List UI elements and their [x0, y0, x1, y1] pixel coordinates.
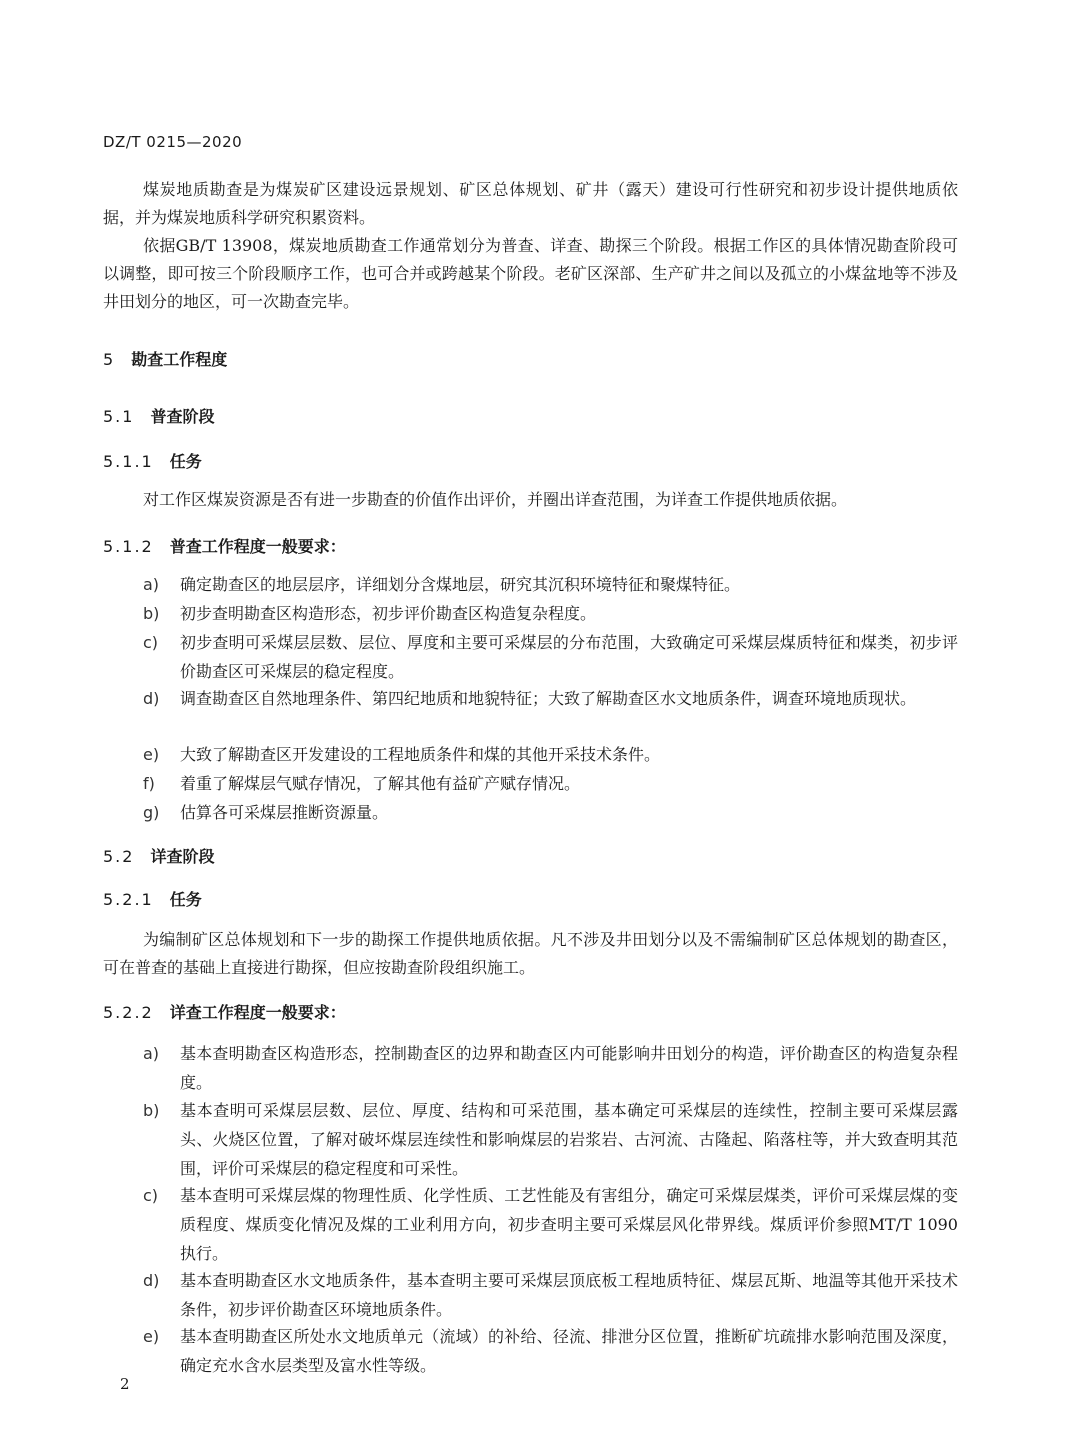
section-number: 5.1.1	[103, 452, 154, 471]
list-marker: d)	[143, 1271, 160, 1290]
list-text: 调查勘查区自然地理条件、第四纪地质和地貌特征；大致了解勘查区水文地质条件，调查环境地质现状。	[180, 689, 917, 708]
list-text: 基本查明勘查区构造形态，控制勘查区的边界和勘查区内可能影响井田划分的构造，评价勘查区的构造复杂程度。	[180, 1044, 958, 1092]
section-5-2-1-heading	[103, 887, 202, 910]
list-text: 基本查明可采煤层煤的物理性质、化学性质、工艺性能及有害组分，确定可采煤层煤类，评价可采煤层煤的变质程度、煤质变化情况及煤的工业利用方向，初步查明主要可采煤层风化带界线。煤质评价参照MT/T 1090 执行。	[180, 1186, 958, 1263]
list-item	[143, 798, 958, 827]
section-5-2-2-heading	[103, 1000, 346, 1023]
list-marker: c)	[143, 633, 159, 652]
section-number: 5.2	[103, 847, 135, 866]
section-5-1-1-heading	[103, 449, 202, 472]
list-text: 着重了解煤层气赋存情况，了解其他有益矿产赋存情况。	[180, 774, 581, 793]
section-5-heading	[103, 347, 227, 370]
list-item	[143, 599, 958, 628]
list-item	[143, 1096, 958, 1183]
list-text: 初步查明勘查区构造形态，初步评价勘查区构造复杂程度。	[180, 604, 597, 623]
section-title: 详查阶段	[150, 847, 215, 866]
section-title: 详查工作程度一般要求：	[169, 1003, 346, 1022]
list-text: 基本查明勘查区水文地质条件，基本查明主要可采煤层顶底板工程地质特征、煤层瓦斯、地温等其他开采技术条件，初步评价勘查区环境地质条件。	[180, 1271, 958, 1319]
page-number: 2	[120, 1375, 130, 1393]
list-item	[143, 769, 958, 798]
list-marker: d)	[143, 689, 160, 708]
intro-paragraph-2: 依据GB/T 13908，煤炭地质勘查工作通常划分为普查、详查、勘探三个阶段。根据工作区的具体情况勘查阶段可以调整，即可按三个阶段顺序工作，也可合并或跨越某个阶段。老矿区深部、生产矿井之间以及孤立的小煤盆地等不涉及井田划分的地区，可一次勘查完毕。	[103, 236, 958, 311]
list-text: 基本查明勘查区所处水文地质单元（流域）的补给、径流、排泄分区位置，推断矿坑疏排水影响范围及深度，确定充水含水层类型及富水性等级。	[180, 1327, 958, 1375]
section-number: 5.2.1	[103, 890, 154, 909]
list-marker: a)	[143, 1044, 160, 1063]
document-code: DZ/T 0215—2020	[103, 133, 243, 151]
list-marker: e)	[143, 1327, 160, 1346]
list-item	[143, 570, 958, 599]
list-text: 大致了解勘查区开发建设的工程地质条件和煤的其他开采技术条件。	[180, 745, 661, 764]
list-marker: c)	[143, 1186, 159, 1205]
list-item	[143, 628, 958, 686]
section-5-1-2-heading	[103, 534, 346, 557]
list-marker: e)	[143, 745, 160, 764]
list-marker: b)	[143, 604, 160, 623]
list-item	[143, 684, 958, 713]
intro-paragraph-1: 煤炭地质勘查是为煤炭矿区建设远景规划、矿区总体规划、矿井（露天）建设可行性研究和初步设计提供地质依据，并为煤炭地质科学研究积累资料。	[103, 180, 958, 227]
section-title: 任务	[169, 890, 202, 909]
section-title: 勘查工作程度	[131, 350, 228, 369]
list-item	[143, 1322, 958, 1380]
list-marker: b)	[143, 1101, 160, 1120]
list-marker: g)	[143, 803, 160, 822]
section-title: 任务	[169, 452, 202, 471]
section-5-1-1-text: 对工作区煤炭资源是否有进一步勘查的价值作出评价，并圈出详查范围，为详查工作提供地质依据。	[143, 490, 848, 509]
list-marker: f)	[143, 774, 155, 793]
list-text: 确定勘查区的地层层序，详细划分含煤地层，研究其沉积环境特征和聚煤特征。	[180, 575, 741, 594]
section-number: 5.1	[103, 407, 135, 426]
list-text: 估算各可采煤层推断资源量。	[180, 803, 389, 822]
list-marker: a)	[143, 575, 160, 594]
list-text: 基本查明可采煤层层数、层位、厚度、结构和可采范围，基本确定可采煤层的连续性，控制主要可采煤层露头、火烧区位置，了解对破坏煤层连续性和影响煤层的岩浆岩、古河流、古隆起、陷落柱等，并大致查明其范围，评价可采煤层的稳定程度和可采性。	[180, 1101, 958, 1178]
section-5-2-heading	[103, 844, 214, 867]
list-item	[143, 1181, 958, 1268]
list-item	[143, 1266, 958, 1324]
list-text: 初步查明可采煤层层数、层位、厚度和主要可采煤层的分布范围，大致确定可采煤层煤质特征和煤类，初步评价勘查区可采煤层的稳定程度。	[180, 633, 958, 681]
section-5-1-heading	[103, 404, 214, 427]
section-number: 5.1.2	[103, 537, 154, 556]
list-item	[143, 1039, 958, 1097]
list-item	[143, 740, 958, 769]
section-title: 普查阶段	[150, 407, 215, 426]
section-5-2-1-text: 为编制矿区总体规划和下一步的勘探工作提供地质依据。凡不涉及井田划分以及不需编制矿区总体规划的勘查区，可在普查的基础上直接进行勘探，但应按勘查阶段组织施工。	[103, 930, 958, 977]
section-title: 普查工作程度一般要求：	[169, 537, 346, 556]
section-number: 5.2.2	[103, 1003, 154, 1022]
section-number: 5	[103, 350, 116, 369]
